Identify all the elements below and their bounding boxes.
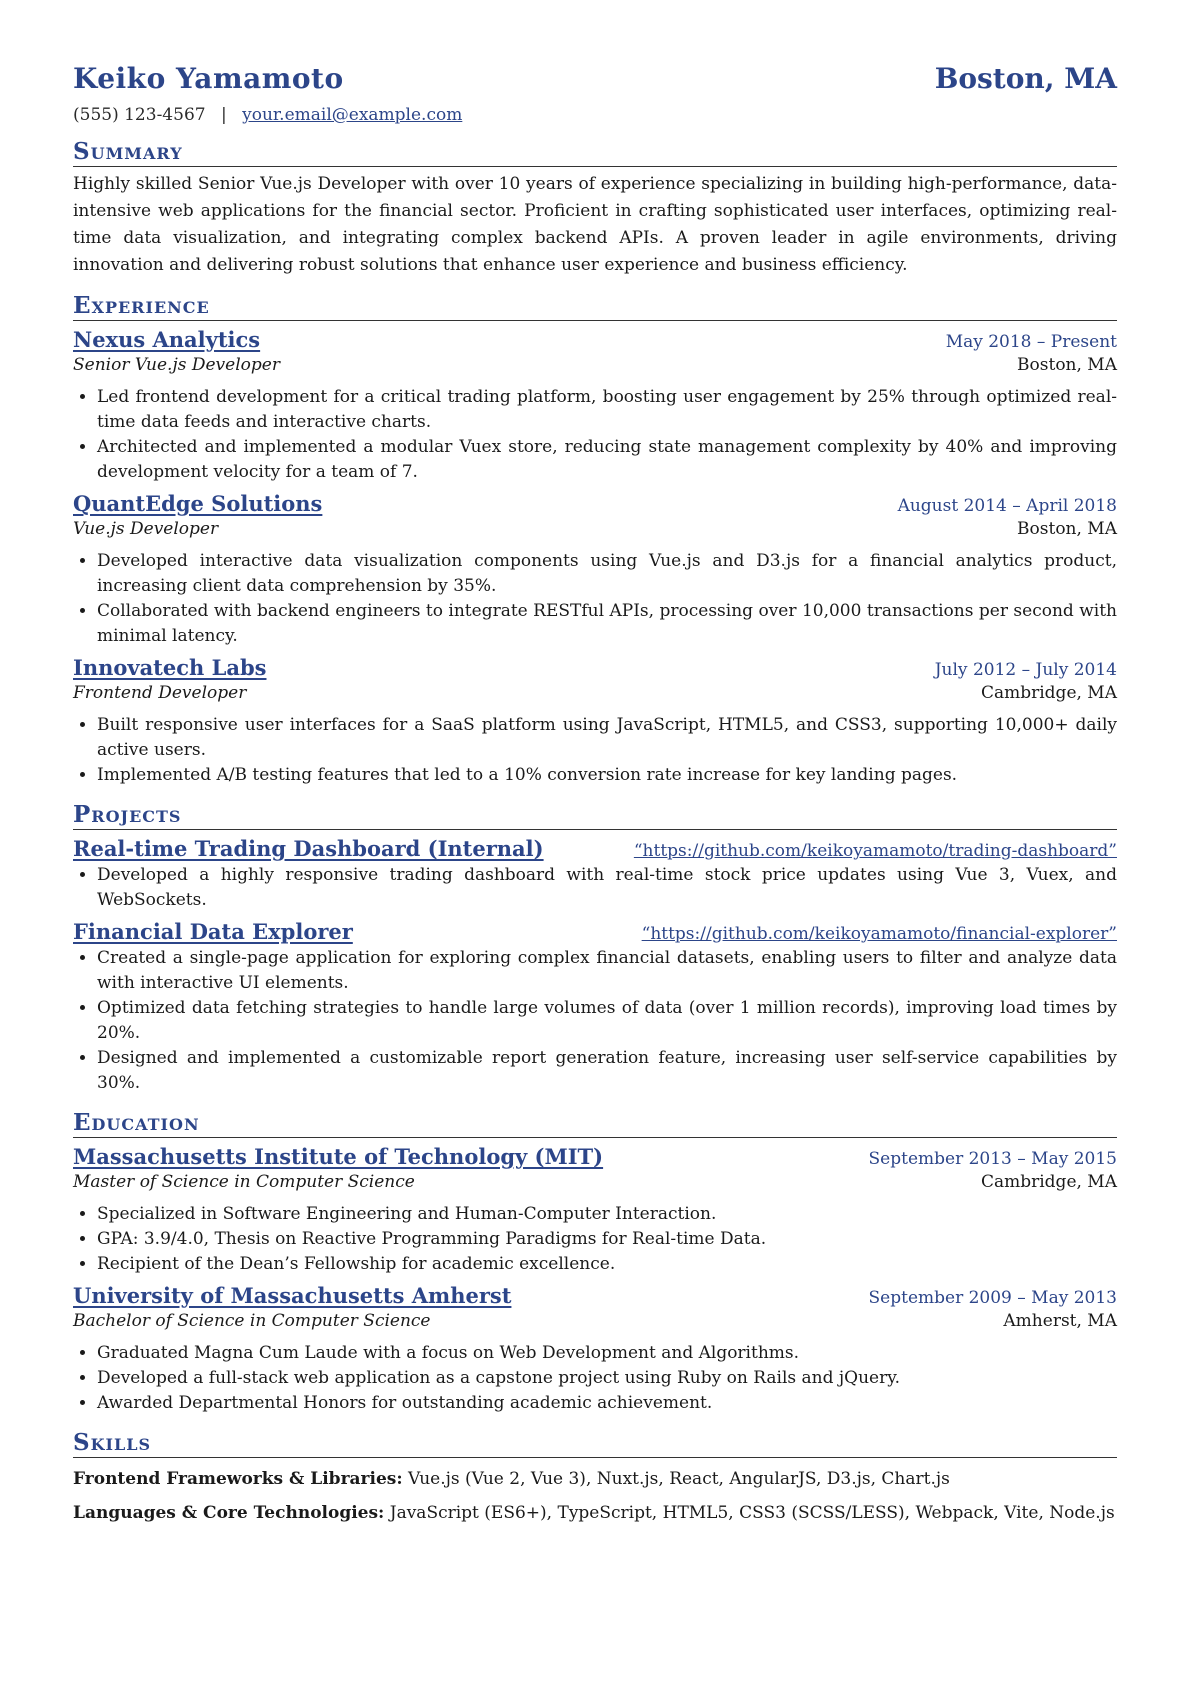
project-url-link[interactable]: “https://github.com/keikoyamamoto/financial-explorer” [641,924,1117,944]
job-location: Boston, MA [1017,355,1117,375]
date-range: August 2014 – April 2018 [897,496,1117,516]
list-item: • Built responsive user interfaces for a SaaS platform using JavaScript, HTML5, and CSS3, supporting 10,000+ daily active users. [97,713,1117,763]
section-title-experience: Experience [73,293,1117,321]
list-item: • Awarded Departmental Honors for outstanding academic achievement. [97,1391,1117,1416]
date-range: May 2018 – Present [945,332,1117,352]
summary-text: Highly skilled Senior Vue.js Developer with over 10 years of experience specializing in building high-performance, data-intensive web applications for the financial sector. Proficient in crafting sophisticated user interfaces, optimizing real-time data visualization, and integrating complex backend APIs. A proven leader in agile environments, driving innovation and delivering robust solutions that enhance user experience and business efficiency. [73,174,1117,275]
section-title-skills: Skills [73,1430,1117,1458]
list-item: • Architected and implemented a modular Vuex store, reducing state management complexity by 40% and improving development velocity for a team of 7. [97,435,1117,485]
bullet-list [73,946,1117,1096]
job-title: Vue.js Developer [73,519,219,539]
company-link[interactable]: Innovatech Labs [73,655,267,680]
skill-label: Languages & Core Technologies: [73,1503,385,1523]
project-name-link[interactable]: Real-time Trading Dashboard (Internal) [73,836,544,861]
education-entry [73,1283,1117,1416]
job-title: Senior Vue.js Developer [73,355,280,375]
company-link[interactable]: Nexus Analytics [73,327,261,352]
section-title-summary: Summary [73,139,1117,167]
bullet-list [73,1202,1117,1277]
contact-separator: | [220,105,227,125]
date-range: July 2012 – July 2014 [934,660,1117,680]
school-location: Amherst, MA [1003,1311,1117,1331]
list-item: • Developed a full-stack web application as a capstone project using Ruby on Rails and jQuery. [97,1366,1117,1391]
list-item: • Developed a highly responsive trading dashboard with real-time stock price updates using Vue 3, Vuex, and WebSockets. [97,863,1117,913]
phone-number: (555) 123-4567 [73,105,206,125]
bullet-list [73,713,1117,788]
list-item: • Graduated Magna Cum Laude with a focus on Web Development and Algorithms. [97,1341,1117,1366]
job-title: Frontend Developer [73,683,247,703]
school-location: Cambridge, MA [980,1172,1117,1192]
experience-entry [73,655,1117,788]
section-title-projects: Projects [73,802,1117,830]
degree-title: Bachelor of Science in Computer Science [73,1311,431,1331]
project-name-link[interactable]: Financial Data Explorer [73,919,353,944]
skill-value: Vue.js (Vue 2, Vue 3), Nuxt.js, React, AngularJS, D3.js, Chart.js [408,1469,950,1489]
degree-title: Master of Science in Computer Science [73,1172,415,1192]
bullet-list [73,549,1117,649]
list-item: • Specialized in Software Engineering and Human-Computer Interaction. [97,1202,1117,1227]
list-item: • Optimized data fetching strategies to handle large volumes of data (over 1 million records), improving load times by 20%. [97,996,1117,1046]
section-title-education: Education [73,1110,1117,1138]
project-entry [73,919,1117,1096]
header [73,62,1117,95]
date-range: September 2013 – May 2015 [868,1149,1117,1169]
date-range: September 2009 – May 2013 [868,1288,1117,1308]
list-item: • GPA: 3.9/4.0, Thesis on Reactive Programming Paradigms for Real-time Data. [97,1227,1117,1252]
experience-entry [73,327,1117,485]
contact-line [73,105,1117,125]
bullet-list [73,863,1117,913]
skill-label: Frontend Frameworks & Libraries: [73,1469,403,1489]
candidate-name: Keiko Yamamoto [73,62,344,95]
bullet-list [73,1341,1117,1416]
education-entry [73,1144,1117,1277]
list-item: • Implemented A/B testing features that led to a 10% conversion rate increase for key landing pages. [97,763,1117,788]
job-location: Boston, MA [1017,519,1117,539]
list-item: • Recipient of the Dean’s Fellowship for academic excellence. [97,1252,1117,1277]
list-item: • Collaborated with backend engineers to integrate RESTful APIs, processing over 10,000 transactions per second with minimal latency. [97,599,1117,649]
experience-entry [73,491,1117,649]
school-link[interactable]: University of Massachusetts Amherst [73,1283,512,1308]
bullet-list [73,385,1117,485]
project-entry [73,836,1117,913]
list-item: • Developed interactive data visualization components using Vue.js and D3.js for a financial analytics product, increasing client data comprehension by 35%. [97,549,1117,599]
school-link[interactable]: Massachusetts Institute of Technology (MIT) [73,1144,604,1169]
company-link[interactable]: QuantEdge Solutions [73,491,323,516]
list-item: • Created a single-page application for exploring complex financial datasets, enabling users to filter and analyze data with interactive UI elements. [97,946,1117,996]
skill-value: JavaScript (ES6+), TypeScript, HTML5, CSS3 (SCSS/LESS), Webpack, Vite, Node.js [389,1503,1115,1523]
list-item: • Led frontend development for a critical trading platform, boosting user engagement by 25% through optimized real-time data feeds and interactive charts. [97,385,1117,435]
candidate-location: Boston, MA [934,62,1117,95]
list-item: • Designed and implemented a customizable report generation feature, increasing user self-service capabilities by 30%. [97,1046,1117,1096]
job-location: Cambridge, MA [980,683,1117,703]
email-link[interactable]: your.email@example.com [242,105,463,125]
skill-line [73,1466,1117,1492]
skill-line [73,1500,1117,1526]
project-url-link[interactable]: “https://github.com/keikoyamamoto/trading-dashboard” [633,841,1117,861]
